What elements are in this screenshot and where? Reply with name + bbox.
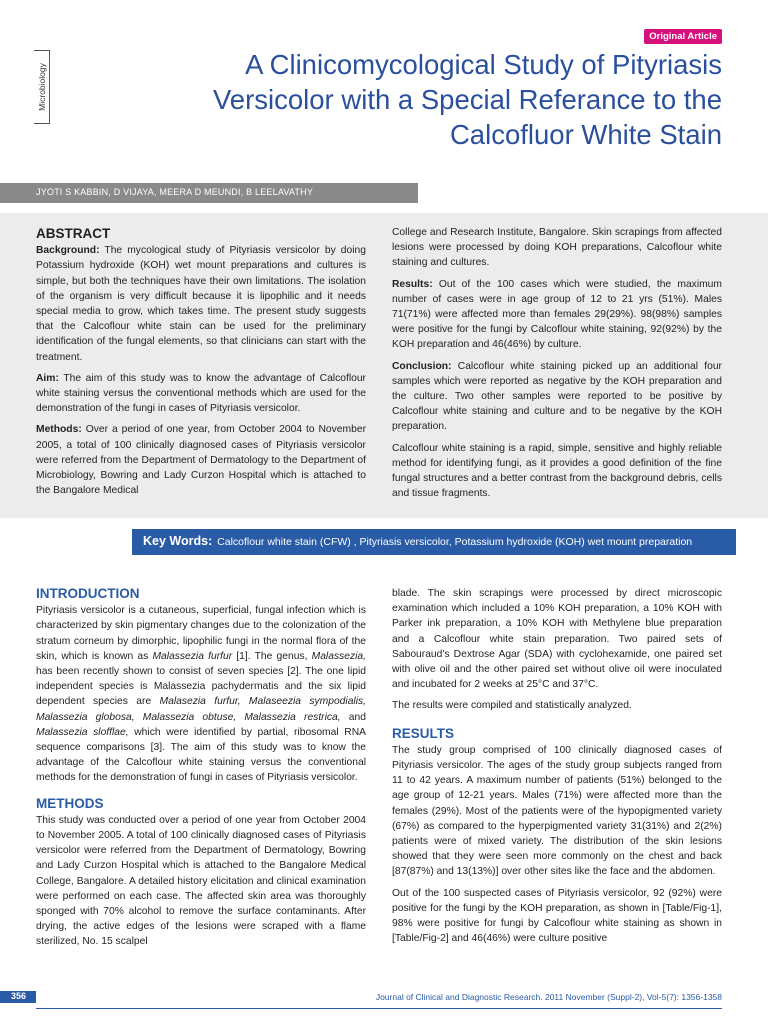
methods-heading: METHODS — [36, 795, 104, 811]
abstract-background — [36, 243, 366, 365]
introduction-heading: INTRODUCTION — [36, 586, 140, 601]
abstract-methods-continued: College and Research Institute, Bangalore. Skin scrapings from affected lesions were processed by doing KOH preparations, Calcoflour white staining and cultures. — [392, 227, 722, 269]
abstract-results — [392, 277, 722, 353]
section-tab-label: Microbiology — [36, 63, 47, 111]
methods-paragraph-continued: blade. The skin scrapings were processed by direct microscopic examination which included a 10% KOH preparation, a 10% KOH with Parker ink preparation, a 10% KOH with Methylene blue preparation and a Calcoflour white stain preparation. Two paired sets of Sabouraud's Dextrose Agar (SDA) with cyclohexamide, one paired set with olive oil and the other paired set without olive oil were inoculated and incubated for 2 weeks at 25°C and 37°C. — [392, 588, 722, 691]
body-right-column — [392, 586, 722, 952]
methods-paragraph-2: The results were compiled and statistically analyzed. — [392, 700, 632, 712]
abstract-aim — [36, 371, 366, 417]
body-left-column — [36, 586, 366, 956]
abstract-methods — [36, 422, 366, 498]
abstract-right-column — [392, 225, 722, 507]
background-text: The mycological study of Pityriasis versicolor by doing Potassium hydroxide (KOH) wet mount preparations and cultures is simple, but both the techniques have their own limitations. The isolation of the organism is very difficult because it is lipophilic and it needs special media to grow, which takes time. The present study suggests that the Calcoflour white stain can be used for the preliminary identification of the fungal elements, so that clinicians can start with the treatment. — [36, 245, 366, 363]
conclusion-text: Calcoflour white staining picked up an additional four samples which were reported as negative by the KOH preparation and the culture. Two other samples were reported to be positive by Calcoflour white staining and culture and to be negative by the KOH preparation. — [392, 360, 722, 433]
abstract-closing: Calcoflour white staining is a rapid, simple, sensitive and highly reliable method for identifying fungi, as it provides a good definition of the fine fungal structures and a better contrast from the background debris, cells and tissue fragments. — [392, 442, 722, 500]
title-line: Calcofluor White Stain — [449, 119, 722, 150]
results-heading: RESULTS — [392, 725, 455, 741]
abstract-conclusion — [392, 359, 722, 435]
title-line: Versicolor with a Special Referance to the — [212, 84, 722, 115]
author-bar: JYOTI S KABBIN, D VIJAYA, MEERA D MEUNDI, B LEELAVATHY — [0, 183, 418, 203]
results-paragraph-2: Out of the 100 suspected cases of Pityriasis versicolor, 92 (92%) were positive for the fungi by the KOH preparation, as shown in [Table/Fig-1], 98% were positive for fungi by Calcoflour white staining as shown in [Table/Fig-2] and 46(46%) were culture positive — [392, 887, 722, 945]
methods-paragraph: This study was conducted over a period of one year from October 2004 to November 2005. A total of 100 clinically diagnosed cases of Pityriasis versicolor were referred from the Department of Dermatology, Bowring and Lady Curzon Hospital which is attached to the Bangalore Medical College, Bangalore. A detailed history elicitation and clinical examination were performed on each case. The affected skin area was thoroughly sponged with 70% alcohol to remove the surface contaminants. After drying, the active edges of the lesions were scraped with a flame sterilized, No. 15 scalpel — [36, 814, 366, 948]
results-label: Results: — [392, 278, 433, 290]
keywords-bar — [132, 529, 736, 555]
keywords-label: Key Words: — [143, 534, 213, 548]
results-text: Out of the 100 cases which were studied, the maximum number of cases were in age group of 12 to 21 yrs (51%). Males 71(71%) were affected more than females 29(29%). 98(98%) samples were positive for the fungi by Calcoflour white staining, 92(92%) by the KOH preparation and 46(46%) by culture. — [392, 278, 722, 351]
article-type-badge: Original Article — [644, 29, 722, 44]
results-paragraph-1: The study group comprised of 100 clinically diagnosed cases of Pityriasis versicolor. The ages of the study group subjects ranged from 11 to 42 years. A maximum number of patients (51%) belonged to the age group of 12-21 years. Males (71%) were affected more than the females (29%). Most of the patients were of the hypopigmented variety (67%) as compared to the hyperpigmented variety 31(31%) and 2(2%) patients were of mixed variety. The distribution of the skin lesions showed that they were seen more commonly on the chest and back [87(87%) and 13(13%)] over other sites like the face and the abdomen. — [392, 744, 722, 878]
section-tab — [34, 50, 50, 124]
title-line: A Clinicomycological Study of Pityriasis — [245, 49, 722, 80]
keywords-text: Calcoflour white stain (CFW) , Pityriasis versicolor, Potassium hydroxide (KOH) wet mount preparation — [214, 536, 693, 548]
abstract-left-column — [36, 226, 366, 504]
aim-label: Aim: — [36, 372, 59, 384]
introduction-paragraph: Pityriasis versicolor is a cutaneous, superficial, fungal infection which is characterized by skin pigmentary changes due to the colonization of the stratum corneum by dimorphic, lipophilic fungi in the normal flora of the skin, which is known as Malassezia furfur [1]. The genus, Malassezia, has been recently shown to consist of seven species [2]. The one lipid independent species is Malassezia pachydermatis and the six lipid dependent species are Malasezia furfur, Malaseezia sympodialis, Malassezia globosa, Malassezia obtuse, Malassezia restrica, and Malassezia slofflae, which were identified by partial, ribosomal RNA sequence comparisons [3]. The aim of this study was to know the advantage of the Calcoflour white staining versus the conventional methods for the demonstration of fungi in cases of Pityriasis versicolor. — [36, 605, 367, 784]
abstract-heading: ABSTRACT — [36, 226, 111, 241]
background-label: Background: — [36, 245, 100, 257]
aim-text: The aim of this study was to know the advantage of Calcoflour white staining versus the conventional methods which are used for the demonstration of the fungi in cases of Pityriasis versicolor. — [36, 372, 366, 415]
methods-text: Over a period of one year, from October 2004 to November 2005, a total of 100 clinically diagnosed cases of Pityriasis versicolor were referred from the Department of Dermatology to the Department of Microbiology, Bowring and Lady Curzon Hospital which is attached to the Bangalore Medical — [36, 424, 366, 497]
conclusion-label: Conclusion: — [392, 360, 452, 372]
page-number: 356 — [11, 991, 27, 1001]
journal-citation: Journal of Clinical and Diagnostic Research. 2011 November (Suppl-2), Vol-5(7): 1356-1358 — [375, 992, 722, 1002]
footer-divider — [36, 1008, 722, 1009]
methods-label: Methods: — [36, 424, 82, 436]
article-title — [112, 47, 722, 152]
